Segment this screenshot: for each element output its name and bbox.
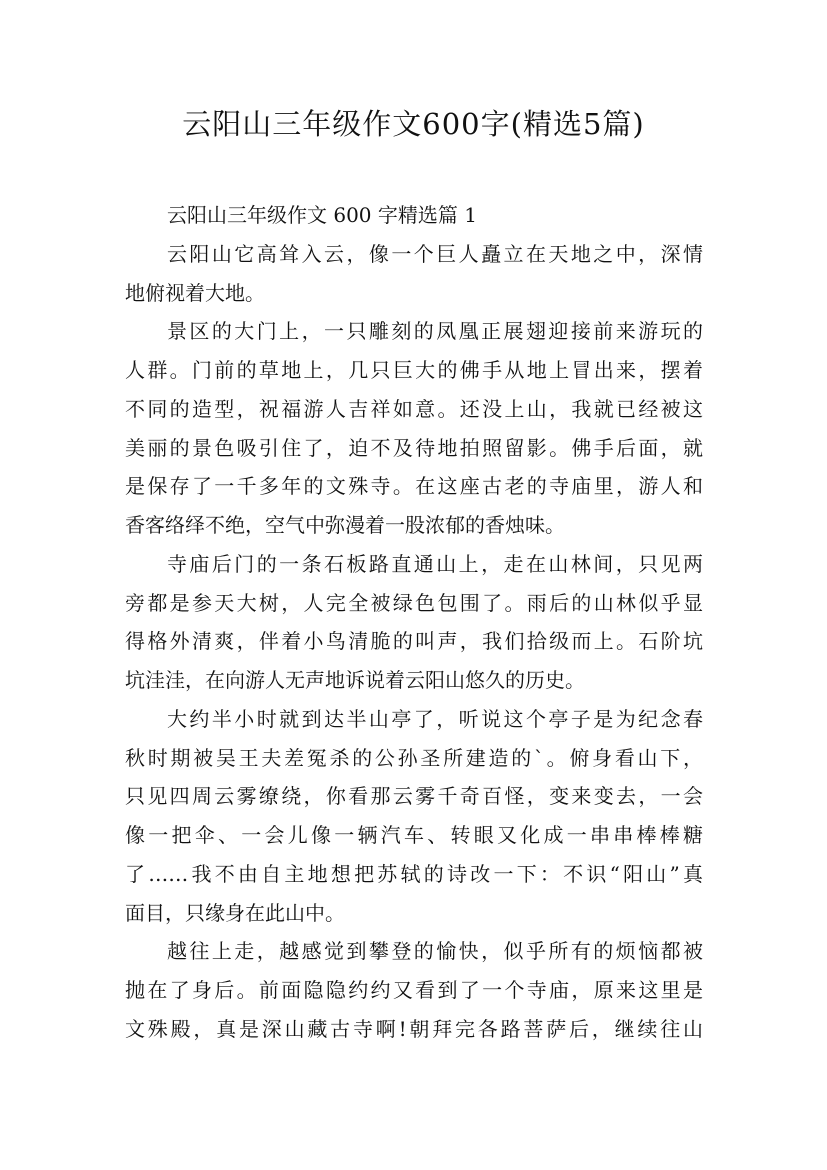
text-line: 是保存了一千多年的文殊寺。在这座古老的寺庙里，游人和 [125, 474, 703, 499]
text-line: 香客络绎不绝，空气中弥漫着一股浓郁的香烛味。 [125, 513, 565, 537]
text-line: 面目，只缘身在此山中。 [125, 900, 345, 925]
text-line: 得格外清爽，伴着小鸟清脆的叫声，我们拾级而上。石阶坑 [125, 629, 703, 654]
text-line: 地俯视着大地。 [125, 280, 265, 305]
text-line: 寺庙后门的一条石板路直通山上，走在山林间，只见两 [167, 551, 703, 576]
document-body [125, 196, 703, 1049]
text-line: 旁都是参天大树，人完全被绿色包围了。雨后的山林似乎显 [125, 590, 703, 615]
text-line: 景区的大门上，一只雕刻的凤凰正展翅迎接前来游玩的 [167, 319, 703, 344]
section-heading: 云阳山三年级作文 600 字精选篇 1 [167, 203, 477, 227]
text-line: 云阳山它高耸入云，像一个巨人矗立在天地之中，深情 [167, 241, 703, 266]
text-line: 美丽的景色吸引住了，迫不及待地拍照留影。佛手后面，就 [125, 435, 703, 460]
document-title: 云阳山三年级作文600字(精选5篇) [182, 107, 645, 141]
text-line: 坑洼洼，在向游人无声地诉说着云阳山悠久的历史。 [125, 668, 585, 692]
text-line: 文殊殿，真是深山藏古寺啊!朝拜完各路菩萨后，继续往山 [125, 1016, 703, 1041]
text-line: 像一把伞、一会儿像一辆汽车、转眼又化成一串串棒棒糖 [125, 823, 703, 847]
text-line: 人群。门前的草地上，几只巨大的佛手从地上冒出来，摆着 [125, 358, 703, 382]
text-line: 抛在了身后。前面隐隐约约又看到了一个寺庙，原来这里是 [125, 978, 703, 1002]
text-line: 越往上走，越感觉到攀登的愉快，似乎所有的烦恼都被 [167, 939, 703, 964]
text-line: 只见四周云雾缭绕，你看那云雾千奇百怪，变来变去，一会 [125, 784, 703, 809]
text-line: 不同的造型，祝福游人吉祥如意。还没上山，我就已经被这 [125, 396, 703, 421]
text-line: 大约半小时就到达半山亭了，听说这个亭子是为纪念春 [167, 706, 703, 731]
text-line: 秋时期被吴王夫差冤杀的公孙圣所建造的`。俯身看山下， [125, 745, 703, 770]
text-line: 了……我不由自主地想把苏轼的诗改一下：不识“阳山”真 [125, 861, 703, 886]
